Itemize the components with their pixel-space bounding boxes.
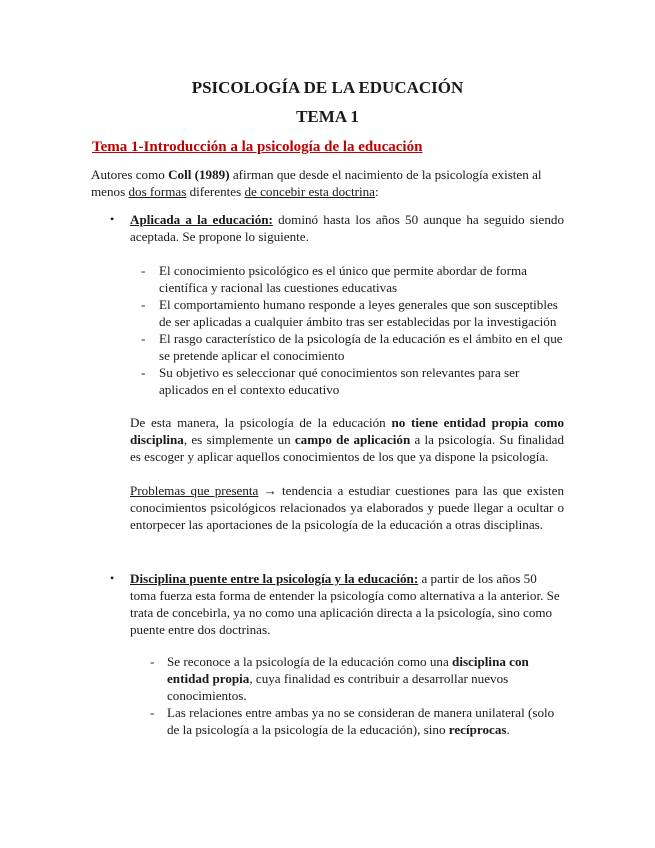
problems-label: Problemas que presenta (130, 483, 259, 498)
bullet-applied-education: Aplicada a la educación: dominó hasta los años 50 aunque ha seguido siendo aceptada. Se propone lo siguiente. (130, 212, 564, 244)
bullet-heading: Aplicada a la educación: (130, 212, 273, 227)
document-title: PSICOLOGÍA DE LA EDUCACIÓN (191, 78, 464, 97)
tema-heading: TEMA 1 (296, 107, 359, 126)
bullet-bridge-discipline: Disciplina puente entre la psicología y la educación: a partir de los años 50 toma fuerza esta forma de entender la psicología como alternativa a la anterior. Se trata de concebirla, ya no como una aplicación directa a la psicología, sino como puente entre dos doctrinas. (130, 571, 560, 637)
list-item: - Las relaciones entre ambas ya no se consideran de manera unilateral (solo de la psicología a la psicología de la educación), sino recíprocas. (150, 704, 566, 738)
bullet-icon: • (110, 212, 115, 226)
applied-points-list (141, 262, 566, 398)
bullet-icon: • (110, 571, 115, 585)
list-item: - Se reconoce a la psicología de la educación como una disciplina con entidad propia, cuya finalidad es contribuir a desarrollar nuevos conocimientos. (150, 653, 566, 704)
list-item: - El comportamiento humano responde a leyes generales que son susceptibles de ser aplicadas a cualquier ámbito tras ser establecidas por la investigación (141, 296, 566, 330)
bullet-heading: Disciplina puente entre la psicología y la educación: (130, 571, 419, 586)
section-title: Tema 1-Introducción a la psicología de la educación (92, 139, 423, 155)
list-item: - El rasgo característico de la psicología de la educación es el ámbito en el que se pretende aplicar el conocimiento (141, 330, 566, 364)
list-item: - Su objetivo es seleccionar qué conocimientos son relevantes para ser aplicados en el contexto educativo (141, 364, 566, 398)
arrow-icon: → (258, 483, 283, 498)
bridge-points-list (150, 653, 566, 738)
list-item: - El conocimiento psicológico es el único que permite abordar de forma científica y racional las cuestiones educativas (141, 262, 566, 296)
author-coll: Coll (1989) (168, 167, 230, 182)
intro-paragraph: Autores como Coll (1989) afirman que desde el nacimiento de la psicología existen al menos dos formas diferentes de concebir esta doctrina: (91, 167, 542, 199)
applied-summary-paragraph: De esta manera, la psicología de la educación no tiene entidad propia como disciplina, es simplemente un campo de aplicación a la psicología. Su finalidad es escoger y aplicar aquellos conocimientos de los que ya dispone la psicología. (130, 415, 565, 464)
problems-paragraph: Problemas que presenta → tendencia a estudiar cuestiones para las que existen conocimientos psicológicos relacionados ya elaborados y puede llegar a ocultar o entorpecer las aportaciones de la psicología de la educación a otras disciplinas. (130, 483, 565, 532)
